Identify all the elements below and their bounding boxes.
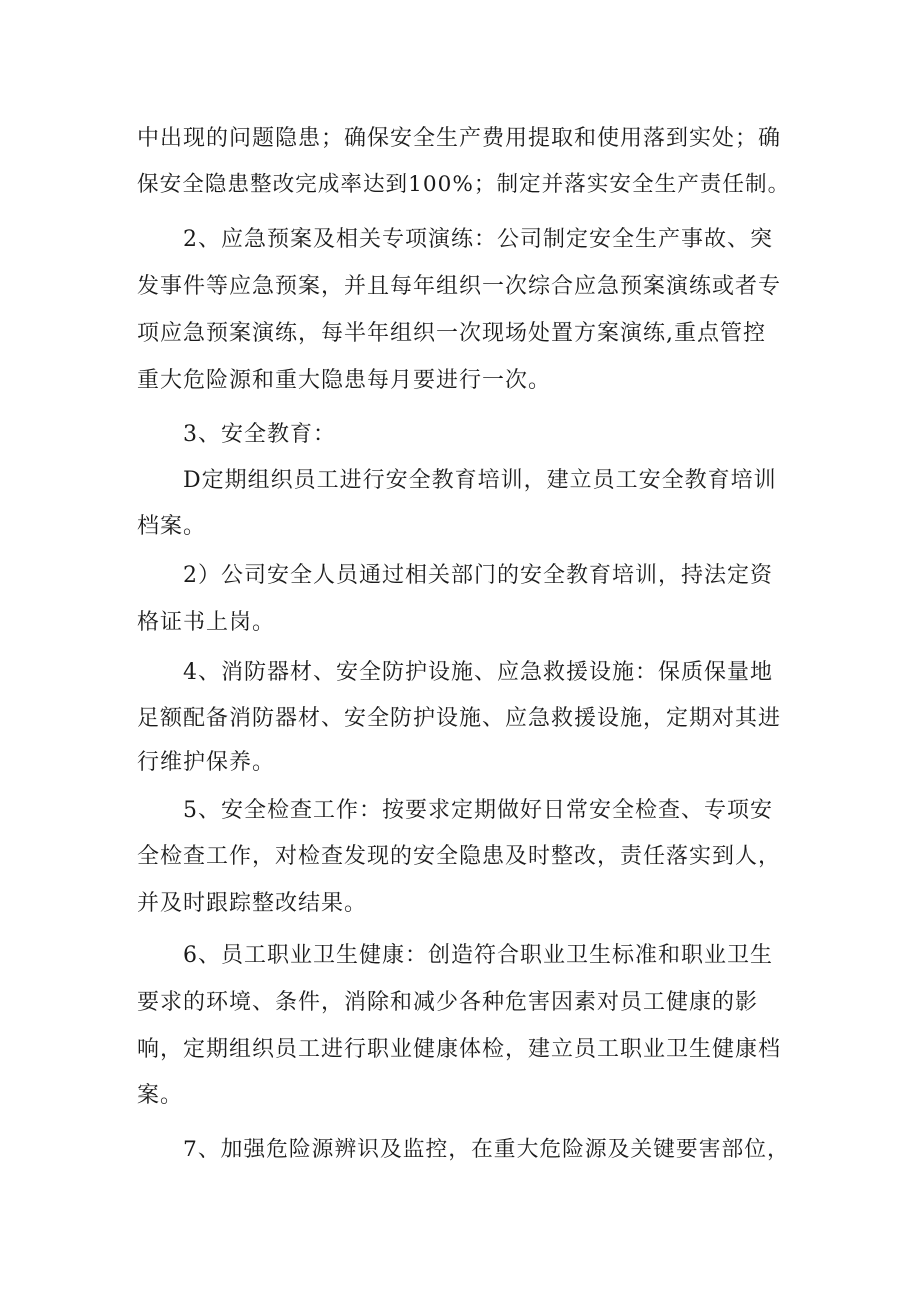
text-line: 要求的环境、条件，消除和减少各种危害因素对员工健康的影	[137, 990, 759, 1015]
text-line: 中出现的问题隐患；确保安全生产费用提取和使用落到实处；确	[137, 126, 782, 151]
text-line: 5、安全检查工作：按要求定期做好日常安全检查、专项安	[183, 798, 773, 823]
text-line: 格证书上岗。	[137, 610, 276, 635]
text-line: 6、员工职业卫生健康：创造符合职业卫生标准和职业卫生	[183, 943, 773, 968]
text-line: 项应急预案演练，每半年组织一次现场处置方案演练,重点管控	[137, 321, 766, 346]
text-line: 重大危险源和重大隐患每月要进行一次。	[137, 368, 552, 393]
text-line: 2、应急预案及相关专项演练：公司制定安全生产事故、突	[183, 227, 773, 252]
text-line: 发事件等应急预案，并且每年组织一次综合应急预案演练或者专	[137, 274, 782, 299]
text-line: 档案。	[137, 514, 207, 539]
text-line: 响，定期组织员工进行职业健康体检，建立员工职业卫生健康档	[137, 1037, 782, 1062]
text-line: 保安全隐患整改完成率达到100%；制定并落实安全生产责任制。	[137, 172, 791, 197]
text-line: 全检查工作，对检查发现的安全隐患及时整改，责任落实到人，	[137, 844, 782, 869]
text-line: 7、加强危险源辨识及监控，在重大危险源及关键要害部位，	[183, 1137, 790, 1162]
text-line: D定期组织员工进行安全教育培训，建立员工安全教育培训	[183, 468, 777, 493]
text-line: 4、消防器材、安全防护设施、应急救援设施：保质保量地	[183, 660, 773, 685]
text-line: 足额配备消防器材、安全防护设施、应急救援设施，定期对其进	[137, 706, 782, 731]
text-line: 行维护保养。	[137, 750, 276, 775]
text-line: 3、安全教育：	[183, 422, 336, 447]
text-line: 2）公司安全人员通过相关部门的安全教育培训，持法定资	[183, 563, 773, 588]
text-line: 案。	[137, 1083, 184, 1108]
text-line: 并及时跟踪整改结果。	[137, 891, 368, 916]
